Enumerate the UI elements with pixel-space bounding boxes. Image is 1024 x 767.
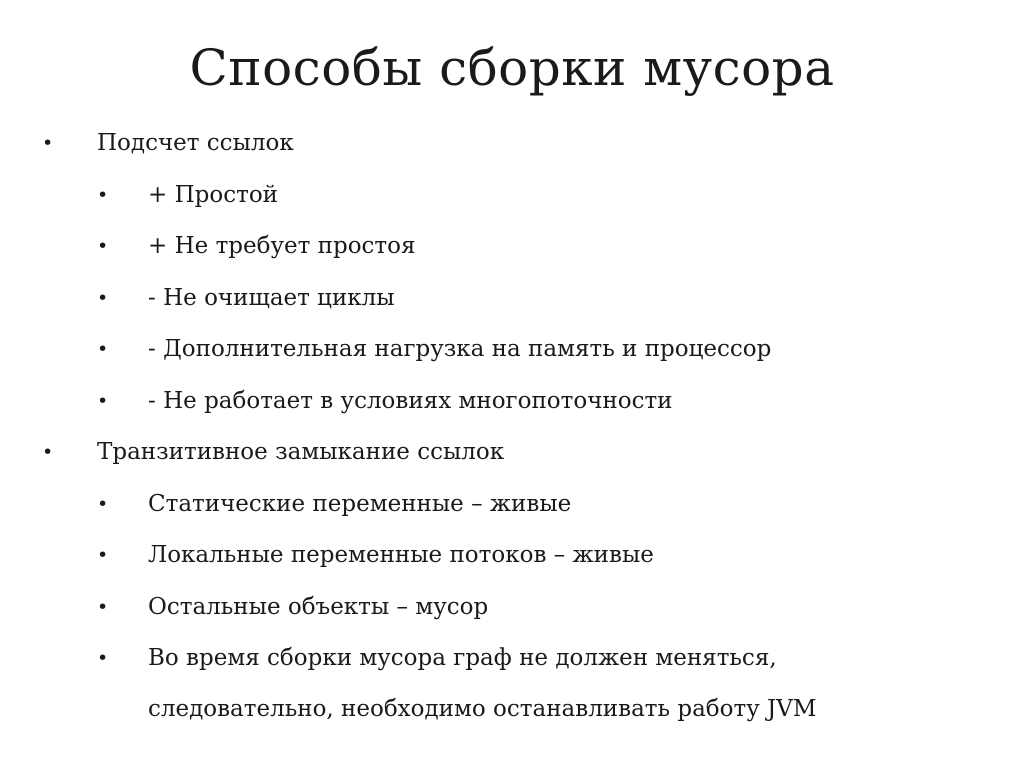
sub-list-item [97, 489, 572, 519]
list-item-transitive-closure [42, 437, 505, 467]
bullet-icon: • [97, 493, 109, 515]
sub-list-item [97, 334, 772, 364]
sub-list-item [97, 283, 395, 313]
list-item-text: Локальные переменные потоков – живые [148, 542, 654, 568]
list-item-text: Остальные объекты – мусор [148, 594, 489, 620]
list-item-reference-counting [42, 128, 294, 158]
bullet-icon: • [97, 235, 109, 257]
sub-list-item-continuation [148, 694, 816, 724]
list-item-text: следовательно, необходимо останавливать работу JVM [148, 696, 817, 722]
bullet-icon: • [97, 596, 109, 618]
list-item-text: Подсчет ссылок [97, 130, 294, 156]
bullet-icon: • [42, 132, 54, 154]
bullet-icon: • [97, 338, 109, 360]
sub-list-item [97, 592, 489, 622]
list-item-text: - Не очищает циклы [148, 285, 395, 311]
list-item-text: - Не работает в условиях многопоточности [148, 388, 673, 414]
sub-list-item [97, 643, 777, 673]
sub-list-item [97, 386, 673, 416]
bullet-icon: • [97, 544, 109, 566]
list-item-text: Транзитивное замыкание ссылок [97, 439, 505, 465]
list-item-text: + Не требует простоя [148, 233, 416, 259]
bullet-icon: • [97, 647, 109, 669]
sub-list-item [97, 540, 654, 570]
sub-list-item [97, 231, 416, 261]
list-item-text: + Простой [148, 182, 278, 208]
bullet-icon: • [97, 184, 109, 206]
slide-title: Способы сборки мусора [189, 39, 835, 97]
list-item-text: Во время сборки мусора граф не должен меняться, [148, 645, 777, 671]
bullet-icon: • [97, 390, 109, 412]
bullet-icon: • [97, 287, 109, 309]
list-item-text: - Дополнительная нагрузка на память и процессор [148, 336, 772, 362]
sub-list-item [97, 180, 278, 210]
bullet-icon: • [42, 441, 54, 463]
list-item-text: Статические переменные – живые [148, 491, 572, 517]
